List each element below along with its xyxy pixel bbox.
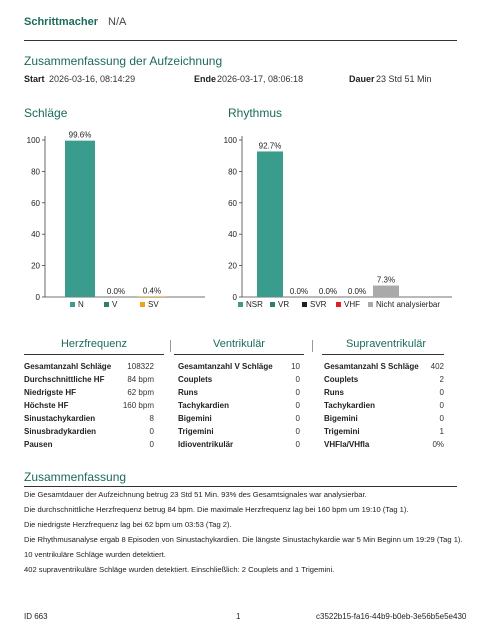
pacemaker-label: Schrittmacher — [24, 16, 98, 28]
conclusion-paragraph: 402 supraventrikuläre Schläge wurden detektiert. Einschließlich: 2 Couplets and 1 Trigemini. — [24, 565, 335, 574]
pacemaker-value: N/A — [108, 16, 127, 28]
y-tick-label: 60 — [228, 198, 237, 208]
row-value: 84 bpm — [127, 375, 154, 384]
bar — [373, 286, 399, 297]
end-value: 2026-03-17, 08:06:18 — [217, 74, 304, 84]
conclusion-divider — [24, 486, 457, 487]
legend-label: NSR — [246, 300, 263, 309]
supraventricular-row — [324, 413, 444, 425]
row-value: 0 — [149, 440, 154, 449]
row-value: 0 — [295, 401, 300, 410]
data-label: 0.0% — [318, 287, 338, 296]
conclusion-paragraph: Die niedrigste Herzfrequenz lag bei 62 bpm um 03:53 (Tag 2). — [24, 520, 232, 529]
supraventricular-rule — [322, 354, 444, 355]
y-tick-label: 40 — [31, 230, 40, 240]
supraventricular-row — [324, 361, 444, 373]
data-label: 0.4% — [142, 286, 162, 296]
start-value: 2026-03-16, 08:14:29 — [49, 74, 136, 84]
row-value: 0 — [295, 427, 300, 436]
ventricular-row — [178, 400, 300, 412]
bar — [257, 151, 283, 297]
row-value: 62 bpm — [127, 388, 154, 397]
row-label: VHFla/VHfla — [324, 440, 370, 449]
row-label: Idioventrikulär — [178, 440, 234, 449]
page-number: 1 — [236, 612, 241, 621]
legend-swatch — [270, 302, 275, 307]
row-label: Tachykardien — [324, 401, 375, 410]
conclusion-title: Zusammenfassung — [24, 470, 127, 484]
row-label: Trigemini — [178, 427, 214, 436]
conclusion-paragraph: Die Gesamtdauer der Aufzeichnung betrug 23 Std 51 Min. 93% des Gesamtsignales war analysierbar. — [24, 490, 367, 499]
supraventricular-row — [324, 400, 444, 412]
ventricular-rule — [174, 354, 304, 355]
conclusion-paragraph: 10 ventrikuläre Schläge wurden detektiert. — [24, 550, 166, 559]
legend-swatch — [238, 302, 243, 307]
y-tick-label: 40 — [228, 230, 237, 240]
row-label: Couplets — [178, 375, 213, 384]
row-value: 0 — [439, 401, 444, 410]
heart-rate-title: Herzfrequenz — [60, 338, 128, 350]
end-label: Ende — [194, 74, 217, 84]
heart-rate-rule — [24, 354, 164, 355]
ventricular-row — [178, 439, 300, 451]
rhythm-chart-title: Rhythmus — [228, 106, 283, 120]
legend-label: SVR — [310, 300, 327, 309]
y-tick-label: 0 — [35, 293, 40, 302]
y-tick-label: 100 — [26, 136, 40, 145]
footer-id: ID 663 — [24, 612, 48, 621]
ventricular-row — [178, 426, 300, 438]
ventricular-row — [178, 387, 300, 399]
duration-value: 23 Std 51 Min — [376, 74, 432, 84]
conclusion-paragraph: Die Rhythmusanalyse ergab 8 Episoden von Sinustachykardien. Die längste Sinustachykardie war 5 Min Beginn um 19:29 (Tag 1). — [24, 535, 463, 544]
data-label: 92.7% — [258, 141, 282, 151]
legend-label: SV — [148, 300, 159, 309]
y-tick-label: 20 — [31, 261, 40, 271]
row-label: Trigemini — [324, 427, 360, 436]
row-label: Gesamtanzahl V Schläge — [178, 362, 273, 371]
row-value: 0% — [432, 440, 444, 449]
row-label: Bigemini — [178, 414, 212, 423]
legend-swatch — [336, 302, 341, 307]
legend-label: VHF — [344, 300, 360, 309]
legend-label: Nicht analysierbar — [376, 300, 441, 309]
y-tick-label: 80 — [31, 167, 40, 177]
heart-rate-row — [24, 374, 154, 386]
heart-rate-row — [24, 426, 154, 438]
row-value: 1 — [439, 427, 444, 436]
row-label: Höchste HF — [24, 401, 69, 410]
y-tick-label: 100 — [223, 136, 237, 145]
row-label: Gesamtanzahl S Schläge — [324, 362, 419, 371]
ventricular-row — [178, 374, 300, 386]
y-tick-label: 80 — [228, 167, 237, 177]
legend-label: N — [78, 300, 84, 309]
row-value: 0 — [149, 427, 154, 436]
heart-rate-row — [24, 400, 154, 412]
row-label: Tachykardien — [178, 401, 229, 410]
row-value: 0 — [439, 388, 444, 397]
supraventricular-row — [324, 387, 444, 399]
row-label: Runs — [324, 388, 344, 397]
row-value: 0 — [295, 388, 300, 397]
heart-rate-row — [24, 361, 154, 373]
heart-rate-row — [24, 439, 154, 451]
start-label: Start — [24, 74, 45, 84]
row-value: 108322 — [127, 362, 154, 371]
row-label: Couplets — [324, 375, 359, 384]
row-value: 0 — [439, 414, 444, 423]
y-tick-label: 0 — [232, 293, 237, 302]
legend-label: VR — [278, 300, 290, 309]
row-value: 402 — [430, 362, 444, 371]
conclusion-paragraph: Die durchschnittliche Herzfrequenz betrug 84 bpm. Die maximale Herzfrequenz lag bei 160 bpm um 19:10 (Tag 1). — [24, 505, 409, 514]
row-label: Runs — [178, 388, 198, 397]
data-label: 7.3% — [376, 275, 396, 285]
data-label: 99.6% — [68, 130, 92, 140]
recording-summary-title: Zusammenfassung der Aufzeichnung — [24, 54, 223, 68]
row-value: 160 bpm — [122, 401, 154, 410]
legend-swatch — [302, 302, 307, 307]
row-label: Niedrigste HF — [24, 388, 77, 397]
data-label: 0.0% — [347, 287, 367, 296]
row-value: 10 — [291, 362, 300, 371]
supraventricular-row — [324, 374, 444, 386]
row-label: Sinustachykardien — [24, 414, 96, 423]
heart-rate-row — [24, 413, 154, 425]
row-label: Bigemini — [324, 414, 358, 423]
y-tick-label: 20 — [228, 261, 237, 271]
row-value: 0 — [295, 440, 300, 449]
column-separator — [170, 340, 171, 352]
duration-label: Dauer — [349, 74, 375, 84]
row-value: 0 — [295, 414, 300, 423]
data-label: 0.0% — [106, 287, 126, 296]
y-tick-label: 60 — [31, 198, 40, 208]
row-label: Gesamtanzahl Schläge — [24, 362, 112, 371]
ventricular-row — [178, 361, 300, 373]
row-label: Sinusbradykardien — [24, 427, 97, 436]
beats-chart-title: Schläge — [24, 106, 68, 120]
legend-label: V — [112, 300, 118, 309]
row-label: Durchschnittliche HF — [24, 375, 105, 384]
legend-swatch — [368, 302, 373, 307]
record-hash: c3522b15-fa16-44b9-b0eb-3e56b5e5e430 — [316, 612, 467, 621]
row-value: 0 — [295, 375, 300, 384]
supraventricular-row — [324, 439, 444, 451]
supraventricular-title: Supraventrikulär — [345, 338, 427, 350]
row-label: Pausen — [24, 440, 53, 449]
row-value: 8 — [149, 414, 154, 423]
supraventricular-row — [324, 426, 444, 438]
heart-rate-row — [24, 387, 154, 399]
column-separator — [312, 340, 313, 352]
data-label: 0.0% — [289, 287, 309, 296]
ventricular-row — [178, 413, 300, 425]
ventricular-title: Ventrikulär — [213, 338, 265, 350]
row-value: 2 — [439, 375, 444, 384]
